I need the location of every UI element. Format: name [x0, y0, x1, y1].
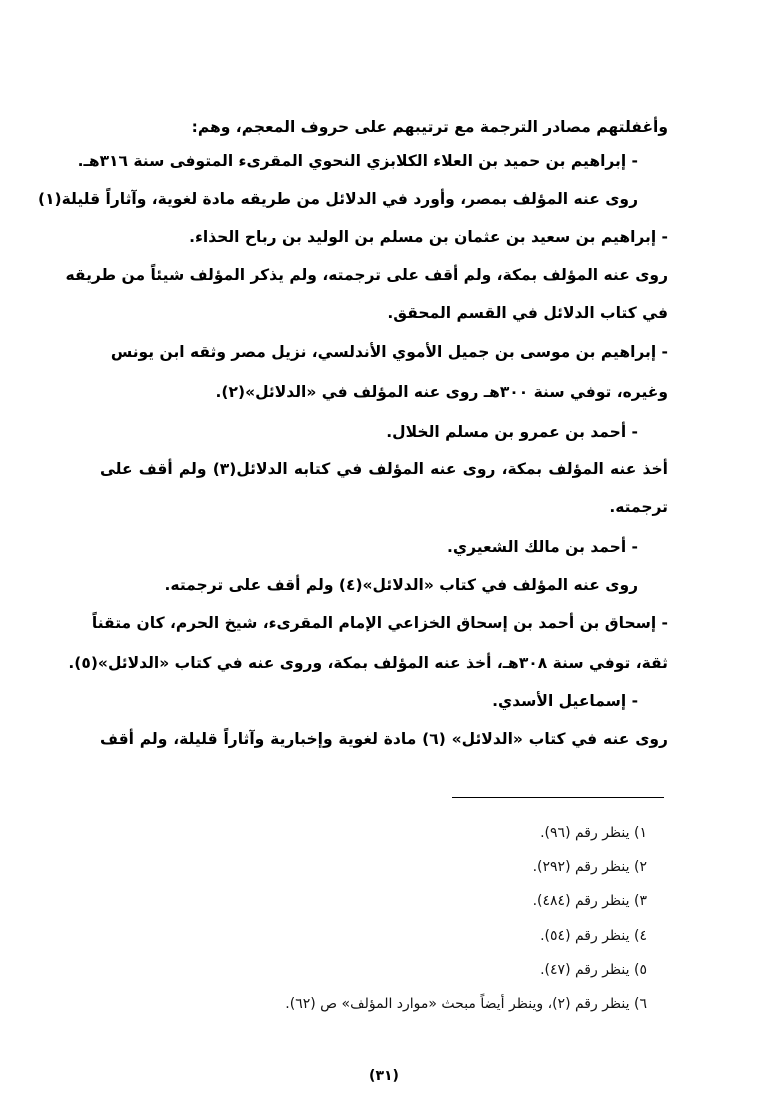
body-line: - إسماعيل الأسدي. [492, 692, 638, 710]
body-line: - إسحاق بن أحمد بن إسحاق الخزاعي الإمام المقرىء، شيخ الحرم، كان متقناً [91, 614, 668, 632]
body-line: ترجمته. [609, 498, 668, 516]
footnote [285, 994, 668, 1014]
body-line: - إبراهيم بن حميد بن العلاء الكلابزي النحوي المقرىء المتوفى سنة ٣١٦هـ. [77, 152, 638, 170]
footnote-number: ٢) [634, 859, 647, 875]
footnote [540, 926, 668, 946]
footnote-number: ٤) [634, 928, 647, 944]
body-line: - أحمد بن مالك الشعيري. [446, 538, 638, 556]
body-line: روى عنه في كتاب «الدلائل» (٦) مادة لغوية وإخبارية وآثاراً قليلة، ولم أقف [100, 730, 668, 748]
footnote-text: ينظر رقم (٢٩٢). [532, 859, 630, 875]
footnote-text: ينظر رقم (٥٤). [540, 928, 630, 944]
footnote-number: ١) [634, 825, 647, 841]
body-line: أخذ عنه المؤلف بمكة، روى عنه المؤلف في كتابه الدلائل(٣) ولم أقف على [100, 460, 668, 478]
footnote-text: ينظر رقم (٤٨٤). [532, 893, 630, 909]
footnote [533, 891, 668, 911]
footnote-text: ينظر رقم (٢)، وينظر أيضاً مبحث «موارد المؤلف» ص (٦٢). [285, 996, 630, 1012]
page-number: (٣١) [369, 1068, 399, 1084]
body-line: ثقة، توفي سنة ٣٠٨هـ، أخذ عنه المؤلف بمكة، وروى عنه في كتاب «الدلائل»(٥). [68, 654, 668, 672]
footnote [540, 960, 668, 980]
body-line: روى عنه المؤلف في كتاب «الدلائل»(٤) ولم أقف على ترجمته. [164, 576, 638, 594]
body-line: - أحمد بن عمرو بن مسلم الخلال. [386, 423, 638, 441]
footnote-text: ينظر رقم (٤٧). [540, 962, 630, 978]
footnote [540, 823, 668, 843]
body-line: وغيره، توفي سنة ٣٠٠هـ روى عنه المؤلف في «الدلائل»(٢). [215, 383, 668, 401]
body-line: روى عنه المؤلف بمصر، وأورد في الدلائل من طريقه مادة لغوية، وآثاراً قليلة(١) [37, 190, 638, 208]
footnote-number: ٥) [634, 962, 647, 978]
footnote-text: ينظر رقم (٩٦). [540, 825, 630, 841]
body-line: وأغفلتهم مصادر الترجمة مع ترتيبهم على حروف المعجم، وهم: [191, 118, 668, 136]
footnote-separator [452, 797, 664, 798]
body-line: - إبراهيم بن موسى بن جميل الأموي الأندلسي، نزيل مصر وثقه ابن يونس [110, 343, 668, 361]
footnote-number: ٣) [634, 893, 647, 909]
footnote-number: ٦) [634, 996, 647, 1012]
body-line: روى عنه المؤلف بمكة، ولم أقف على ترجمته، ولم يذكر المؤلف شيئاً من طريقه [65, 266, 668, 284]
body-line: - إبراهيم بن سعيد بن عثمان بن مسلم بن الوليد بن رباح الحذاء. [189, 228, 668, 246]
footnote [533, 857, 668, 877]
body-line: في كتاب الدلائل في القسم المحقق. [387, 304, 668, 322]
